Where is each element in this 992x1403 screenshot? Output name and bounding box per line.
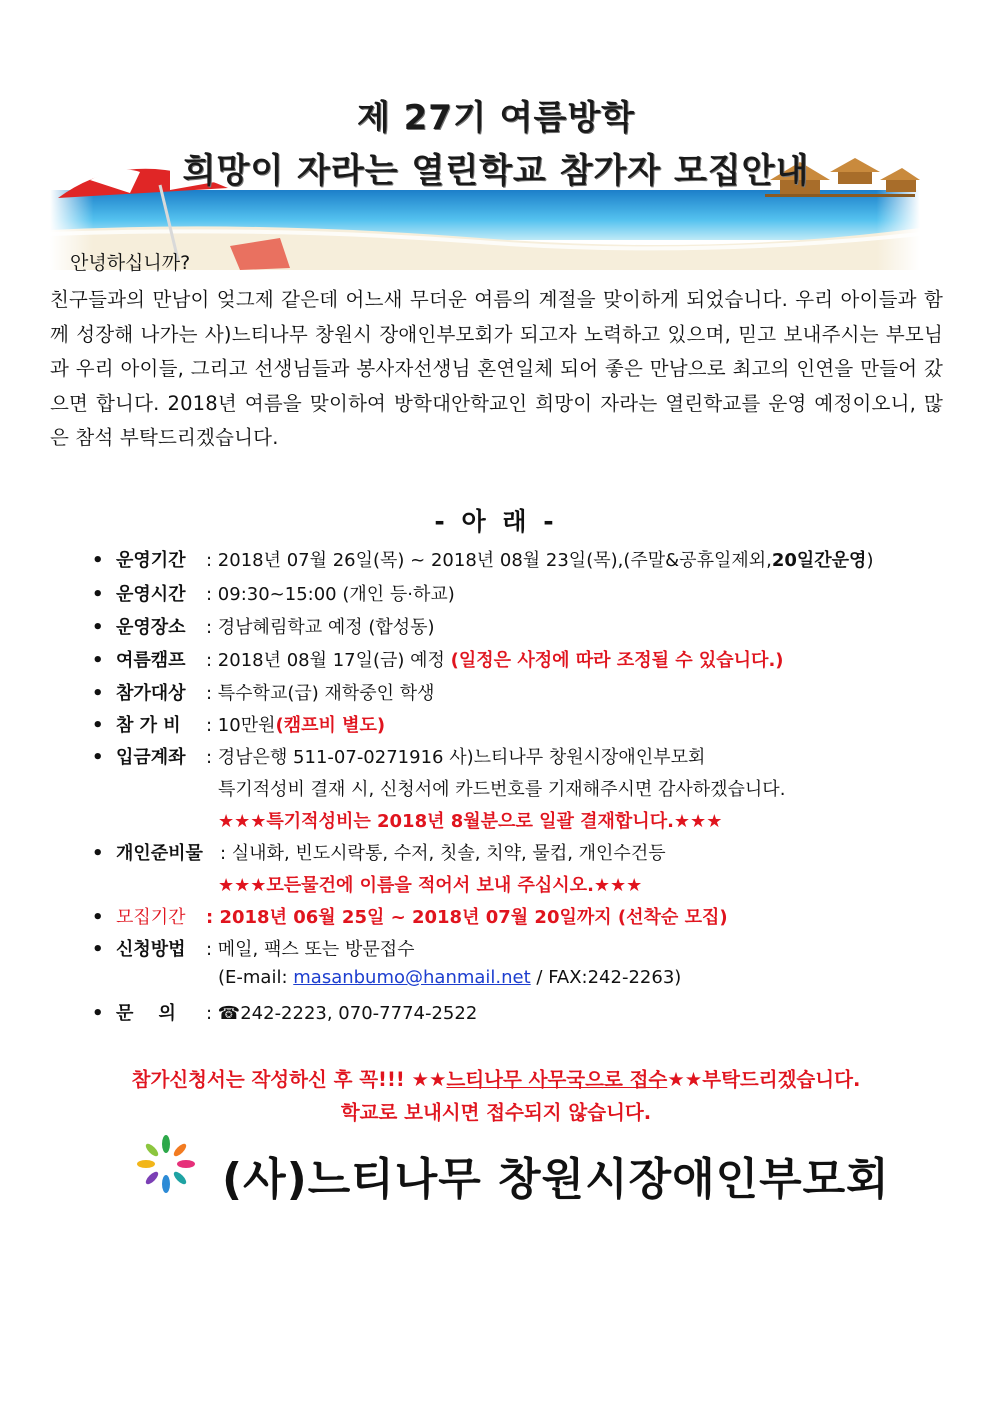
- bullet: •: [92, 683, 104, 704]
- item-hours: [92, 580, 455, 606]
- item-text: : 실내화, 빈도시락통, 수저, 칫솔, 치약, 물컵, 개인수건등: [220, 843, 666, 864]
- item-label: 문 의: [116, 1003, 176, 1024]
- item-text: : 경남은행 511-07-0271916 사)느티나무 창원시장애인부모회: [206, 747, 706, 768]
- item-close: ): [866, 550, 874, 571]
- item-label: 운영시간: [116, 584, 186, 605]
- footer-text-a: 참가신청서는 작성하신 후 꼭!!! ★★: [131, 1068, 447, 1091]
- item-account: [92, 743, 705, 769]
- footer-text-c: ★★부탁드리겠습니다.: [667, 1068, 861, 1091]
- email-link[interactable]: masanbumo@hanmail.net: [293, 967, 531, 988]
- bullet: •: [92, 650, 104, 671]
- item-label: 여름캠프: [116, 650, 186, 671]
- item-apply: [92, 935, 415, 961]
- organization-name: (사)느티나무 창원시장애인부모회: [222, 1154, 890, 1205]
- fax-text: / FAX:242-2263): [530, 967, 682, 988]
- bullet: •: [92, 550, 104, 571]
- item-note: (캠프비 별도): [275, 715, 386, 736]
- account-sub-warning: ★★★특기적성비는 2018년 8월분으로 일괄 결재합니다.★★★: [218, 811, 723, 832]
- bullet: •: [92, 907, 104, 928]
- item-label: 참 가 비: [116, 715, 181, 736]
- item-fee: [92, 711, 385, 737]
- document-title-line2: 희망이 자라는 열린학교 참가자 모집안내: [182, 151, 810, 191]
- footer-notice-line2: 학교로 보내시면 접수되지 않습니다.: [340, 1101, 652, 1124]
- footer-text-b: 느티나무 사무국으로 접수: [446, 1068, 668, 1091]
- supplies-sub-warning: ★★★모든물건에 이름을 적어서 보내 주십시오.★★★: [218, 875, 643, 896]
- bullet: •: [92, 715, 104, 736]
- section-heading: - 아 래 -: [434, 507, 558, 536]
- item-text: : 2018년 07월 26일(목) ~ 2018년 08월 23일(목),(주말&공휴일제외,: [206, 550, 772, 571]
- item-text: : 2018년 06월 25일 ~ 2018년 07월 20일까지 (선착순 모집): [206, 907, 728, 928]
- organization-logo-icon: [136, 1132, 196, 1196]
- bullet: •: [92, 747, 104, 768]
- item-recruit: [92, 903, 728, 929]
- item-label: 모집기간: [116, 907, 186, 928]
- item-place: [92, 613, 435, 639]
- item-text: : 경남혜림학교 예정 (합성동): [206, 617, 435, 638]
- item-supplies: [92, 839, 666, 865]
- item-inquiry: [92, 999, 477, 1025]
- item-text: : 09:30~15:00 (개인 등·하교): [206, 584, 455, 605]
- apply-contact: [218, 967, 681, 988]
- item-camp: [92, 646, 784, 672]
- bullet: •: [92, 843, 104, 864]
- footer-notice-line1: [0, 1064, 992, 1092]
- account-sub-note: 특기적성비 결재 시, 신청서에 카드번호를 기재해주시면 감사하겠습니다.: [218, 779, 786, 800]
- item-label: 개인준비물: [116, 843, 203, 864]
- item-text: : 메일, 팩스 또는 방문접수: [206, 939, 415, 960]
- bullet: •: [92, 584, 104, 605]
- item-label: 운영장소: [116, 617, 186, 638]
- bullet: •: [92, 939, 104, 960]
- item-text: : 특수학교(급) 재학중인 학생: [206, 683, 435, 704]
- item-label: 운영기간: [116, 550, 186, 571]
- item-text: : 10만원: [206, 715, 276, 736]
- item-period: [92, 546, 873, 572]
- item-label: 입금계좌: [116, 747, 186, 768]
- item-target: [92, 679, 435, 705]
- bullet: •: [92, 1003, 104, 1024]
- item-label: 참가대상: [116, 683, 186, 704]
- email-prefix: (E-mail:: [218, 967, 294, 988]
- document-title-line1: 제 27기 여름방학: [356, 98, 636, 138]
- item-bold: 20일간운영: [771, 550, 867, 571]
- bullet: •: [92, 617, 104, 638]
- item-text: : ☎242-2223, 070-7774-2522: [206, 1003, 478, 1024]
- greeting: 안녕하십니까?: [70, 252, 191, 274]
- item-text: : 2018년 08월 17일(금) 예정: [206, 650, 451, 671]
- item-label: 신청방법: [116, 939, 186, 960]
- intro-paragraph: 친구들과의 만남이 엊그제 같은데 어느새 무더운 여름의 계절을 맞이하게 되었습니다. 우리 아이들과 함께 성장해 나가는 사)느티나무 창원시 장애인부모회가 되고자 노력하고 있으며, 믿고 보내주시는 부모님과 우리 아이들, 그리고 선생님들과 봉사자선생님 혼연일체 되어 좋은 만남으로 최고의 인연을 만들어 갔으면 합니다. 2018년 여름을 맞이하여 방학대안학교인 희망이 자라는 열린학교를 운영 예정이오니, 많은 참석 부탁드리겠습니다.: [50, 288, 943, 449]
- item-note: (일정은 사정에 따라 조정될 수 있습니다.): [450, 650, 784, 671]
